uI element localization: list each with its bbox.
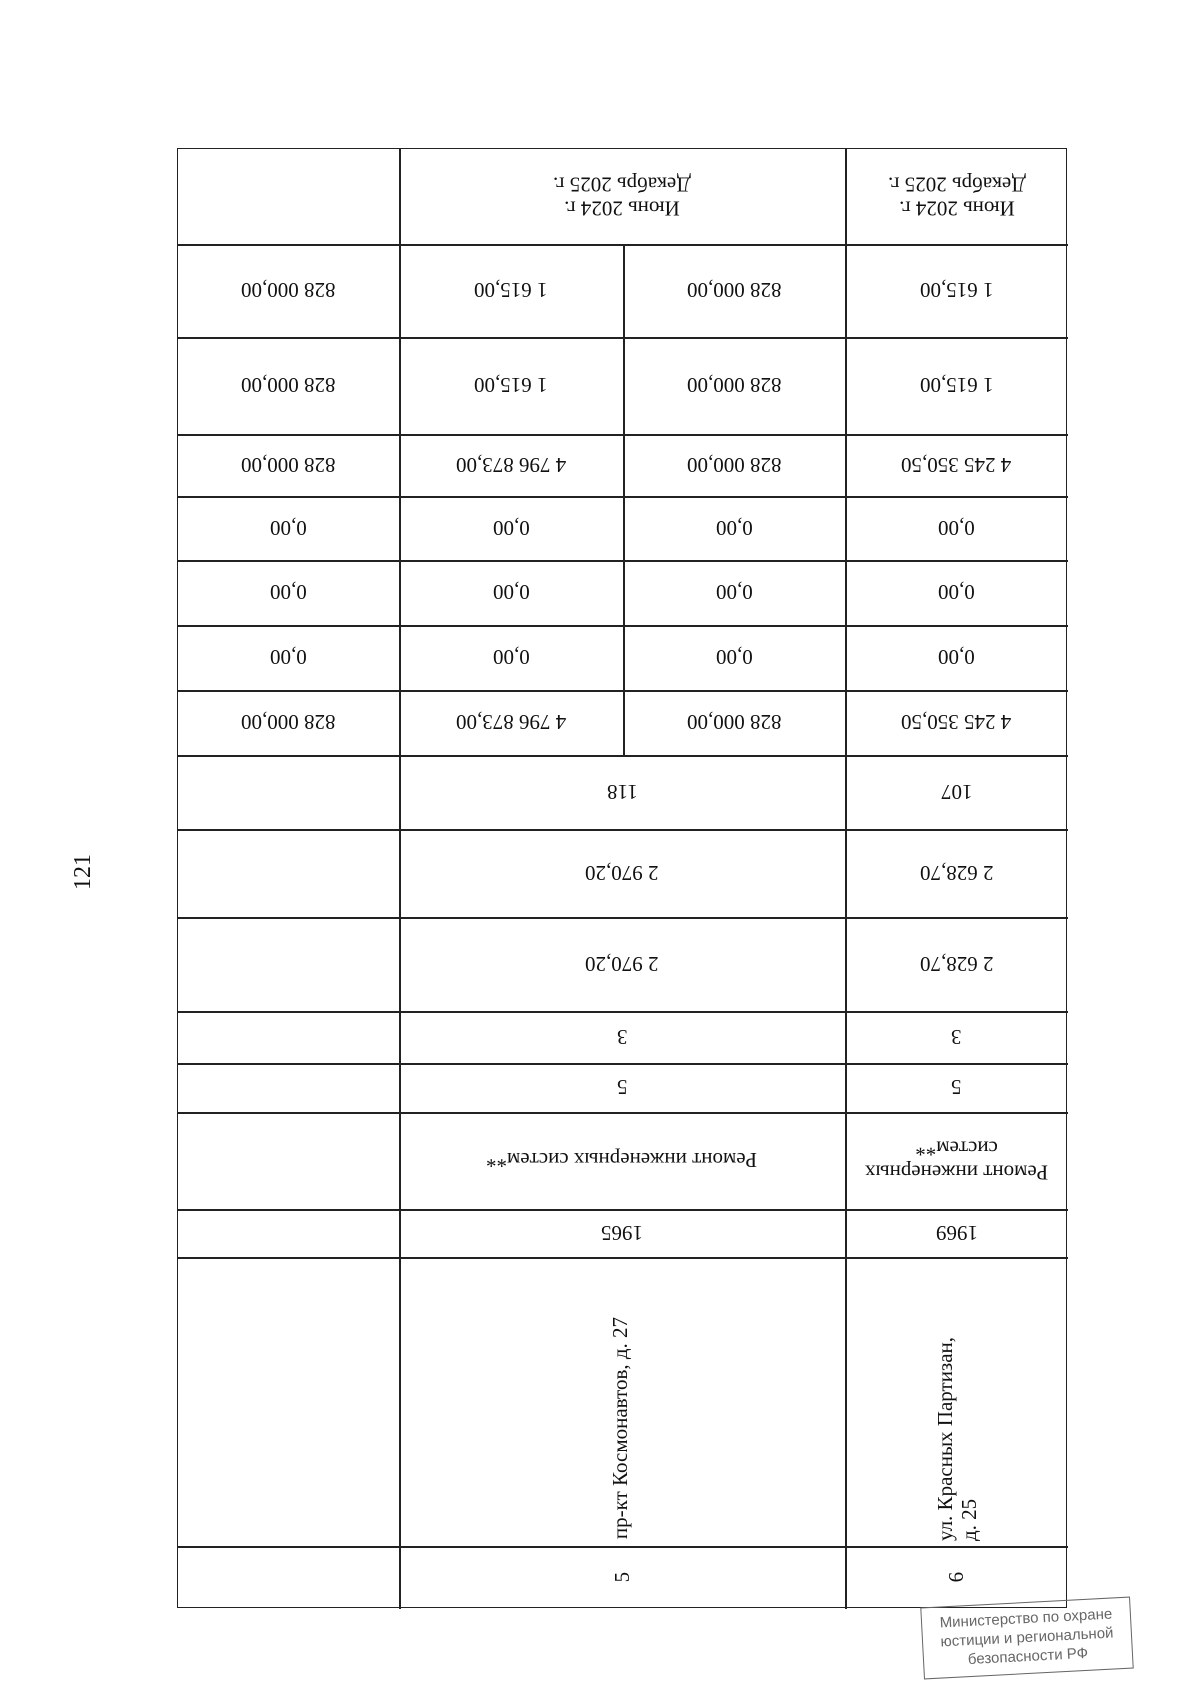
value-cell: 0,00 <box>270 580 307 605</box>
text-cell <box>178 1209 399 1257</box>
text-cell <box>178 1063 399 1112</box>
year-cell: 1965 <box>601 1221 643 1246</box>
value-cell: 0,00 <box>938 516 975 541</box>
text-cell <box>178 829 399 917</box>
index-cell: 6 <box>944 1572 969 1583</box>
index-cell: 5 <box>609 1572 634 1583</box>
text-cell <box>178 1011 399 1063</box>
text-cell: 118 <box>606 780 638 805</box>
text-cell: 5 <box>951 1075 962 1100</box>
text-cell <box>178 1257 399 1546</box>
value-cell: 828 000,00 <box>241 278 336 303</box>
text-cell: 3 <box>951 1025 962 1050</box>
text-cell: 107 <box>940 780 973 805</box>
value-cell: 828 000,00 <box>686 373 782 398</box>
value-cell: 4 796 873,00 <box>455 710 567 735</box>
text-cell <box>178 755 399 829</box>
value-cell: 828 000,00 <box>686 710 782 735</box>
value-cell: 1 615,00 <box>919 373 994 398</box>
value-cell: 0,00 <box>715 580 753 605</box>
value-cell: 0,00 <box>938 580 975 605</box>
year-cell: 1969 <box>935 1221 978 1246</box>
address-text: ул. Красных Партизан, д. 25 <box>933 1336 981 1541</box>
address-text: пр-кт Космонавтов, д. 27 <box>607 1316 632 1540</box>
work-type-cell: Ремонт инженерных систем** <box>486 1148 758 1173</box>
data-table <box>177 148 1067 1608</box>
value-cell: 0,00 <box>715 516 753 541</box>
text-cell: 3 <box>616 1025 628 1050</box>
value-cell: 1 615,00 <box>474 278 548 303</box>
value-cell: 0,00 <box>270 645 307 670</box>
value-cell: 828 000,00 <box>241 710 336 735</box>
text-cell <box>178 1546 399 1609</box>
registration-stamp: Министерство по охране юстиции и региональной безопасности РФ <box>920 1597 1133 1680</box>
text-cell: 2 628,70 <box>919 952 994 977</box>
period-cell: Июнь 2024 г. Декабрь 2025 г. <box>553 172 691 221</box>
value-cell: 0,00 <box>492 645 530 670</box>
value-cell: 0,00 <box>270 516 307 541</box>
address-cell <box>845 1257 1068 1546</box>
value-cell: 0,00 <box>492 580 530 605</box>
value-cell: 0,00 <box>938 645 975 670</box>
address-cell <box>399 1257 845 1546</box>
work-type-cell: Ремонт инженерных систем** <box>864 1136 1049 1185</box>
value-cell: 4 245 350,50 <box>901 710 1012 735</box>
value-cell: 0,00 <box>715 645 753 670</box>
value-cell: 1 615,00 <box>474 373 548 398</box>
value-cell: 4 245 350,50 <box>901 453 1012 478</box>
value-cell: 828 000,00 <box>686 453 782 478</box>
text-cell: 2 970,20 <box>585 861 659 886</box>
value-cell: 828 000,00 <box>686 278 782 303</box>
text-cell: 2 628,70 <box>919 861 994 886</box>
page-number: 121 <box>70 854 96 890</box>
period-cell: Июнь 2024 г. Декабрь 2025 г. <box>887 172 1026 221</box>
text-cell <box>178 917 399 1011</box>
text-cell: 2 970,20 <box>585 952 659 977</box>
value-cell: 828 000,00 <box>241 373 336 398</box>
text-cell <box>178 1112 399 1209</box>
text-cell: 5 <box>616 1075 628 1100</box>
value-cell: 1 615,00 <box>919 278 994 303</box>
value-cell: 4 796 873,00 <box>455 453 567 478</box>
value-cell: 828 000,00 <box>241 453 336 478</box>
value-cell: 0,00 <box>492 516 530 541</box>
